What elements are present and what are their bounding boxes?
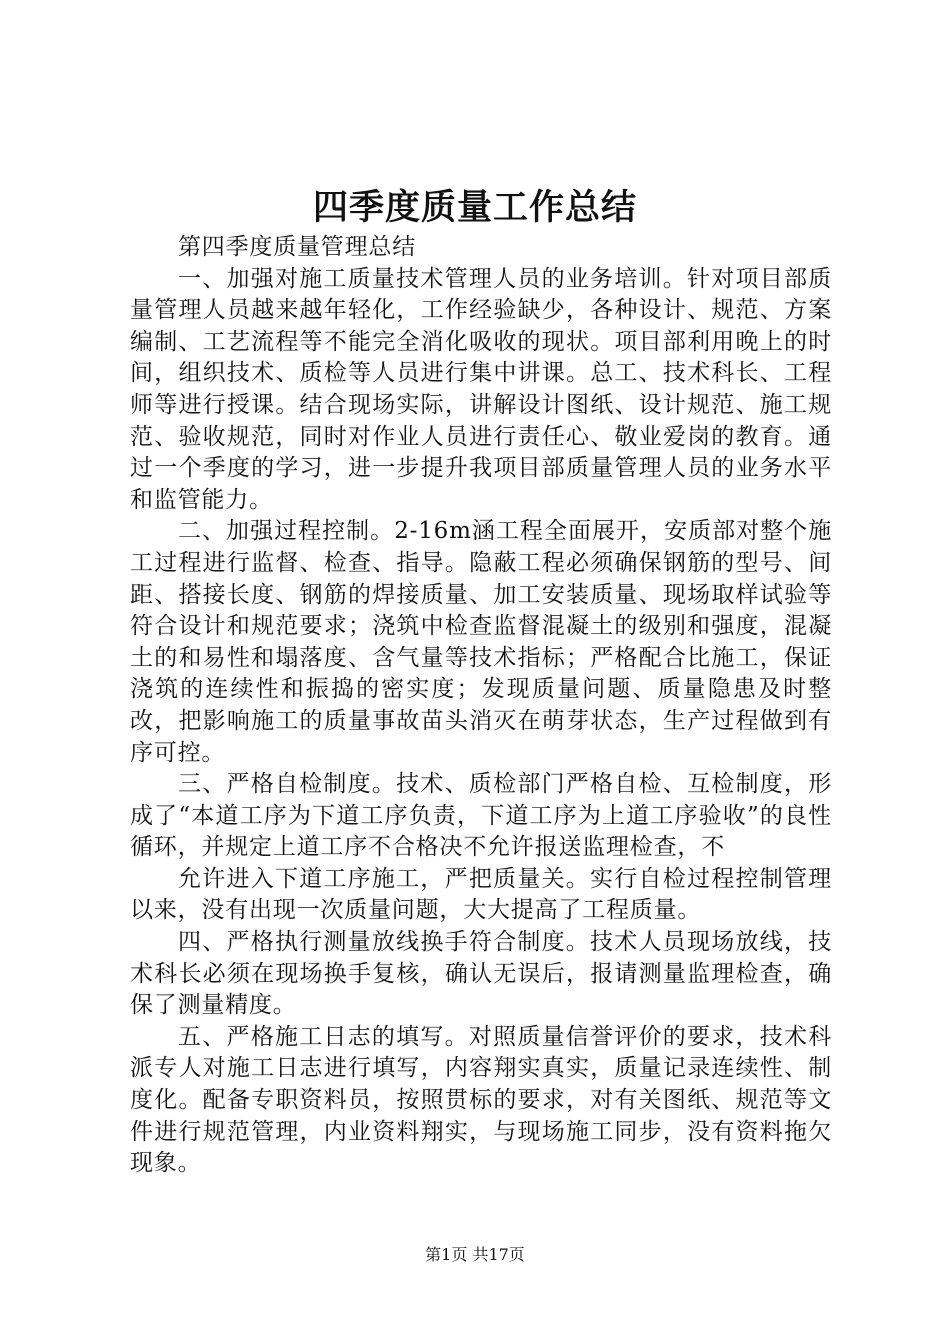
paragraph-self-inspection: 三、严格自检制度。技术、质检部门严格自检、互检制度，形成了“本道工序为下道工序负责，下道工序为上道工序验收”的良性循环，并规定上道工序不合格决不允许报送监理检查，不 [130,771,832,861]
paragraph-process-control: 二、加强过程控制。2-16m涵工程全面展开，安质部对整个施工过程进行监督、检查、指导。隐蔽工程必须确保钢筋的型号、间距、搭接长度、钢筋的焊接质量、加工安装质量、现场取样试验等符合设计和规范要求；浇筑中检查监督混凝土的级别和强度，混凝土的和易性和塌落度、含气量等技术指标；严格配合比施工，保证浇筑的连续性和振捣的密实度；发现质量问题、质量隐患及时整改，把影响施工的质量事故苗头消灭在萌芽状态，生产过程做到有序可控。 [130,518,832,766]
page-number-footer: 第1页 共17页 [425,1245,525,1264]
paragraph-construction-log: 五、严格施工日志的填写。对照质量信誉评价的要求，技术科派专人对施工日志进行填写，内容翔实真实，质量记录连续性、制度化。配备专职资料员，按照贯标的要求，对有关图纸、规范等文件进行规范管理，内业资料翔实，与现场施工同步，没有资料拖欠现象。 [130,1023,832,1177]
paragraph-training: 一、加强对施工质量技术管理人员的业务培训。针对项目部质量管理人员越来越年轻化，工作经验缺少，各种设计、规范、方案编制、工艺流程等不能完全消化吸收的现状。项目部利用晚上的时间，组织技术、质检等人员进行集中讲课。总工、技术科长、工程师等进行授课。结合现场实际，讲解设计图纸、设计规范、施工规范、验收规范，同时对作业人员进行责任心、敬业爱岗的教育。通过一个季度的学习，进一步提升我项目部质量管理人员的业务水平和监管能力。 [130,265,832,513]
document-subtitle: 第四季度质量管理总结 [178,234,416,260]
paragraph-self-inspection-continued: 允许进入下道工序施工，严把质量关。实行自检过程控制管理以来，没有出现一次质量问题，大大提高了工程质量。 [130,865,832,924]
document-title: 四季度质量工作总结 [312,187,637,228]
document-body [130,232,832,1180]
paragraph-survey-check: 四、严格执行测量放线换手符合制度。技术人员现场放线，技术科长必须在现场换手复核，确认无误后，报请测量监理检查，确保了测量精度。 [130,929,832,1019]
